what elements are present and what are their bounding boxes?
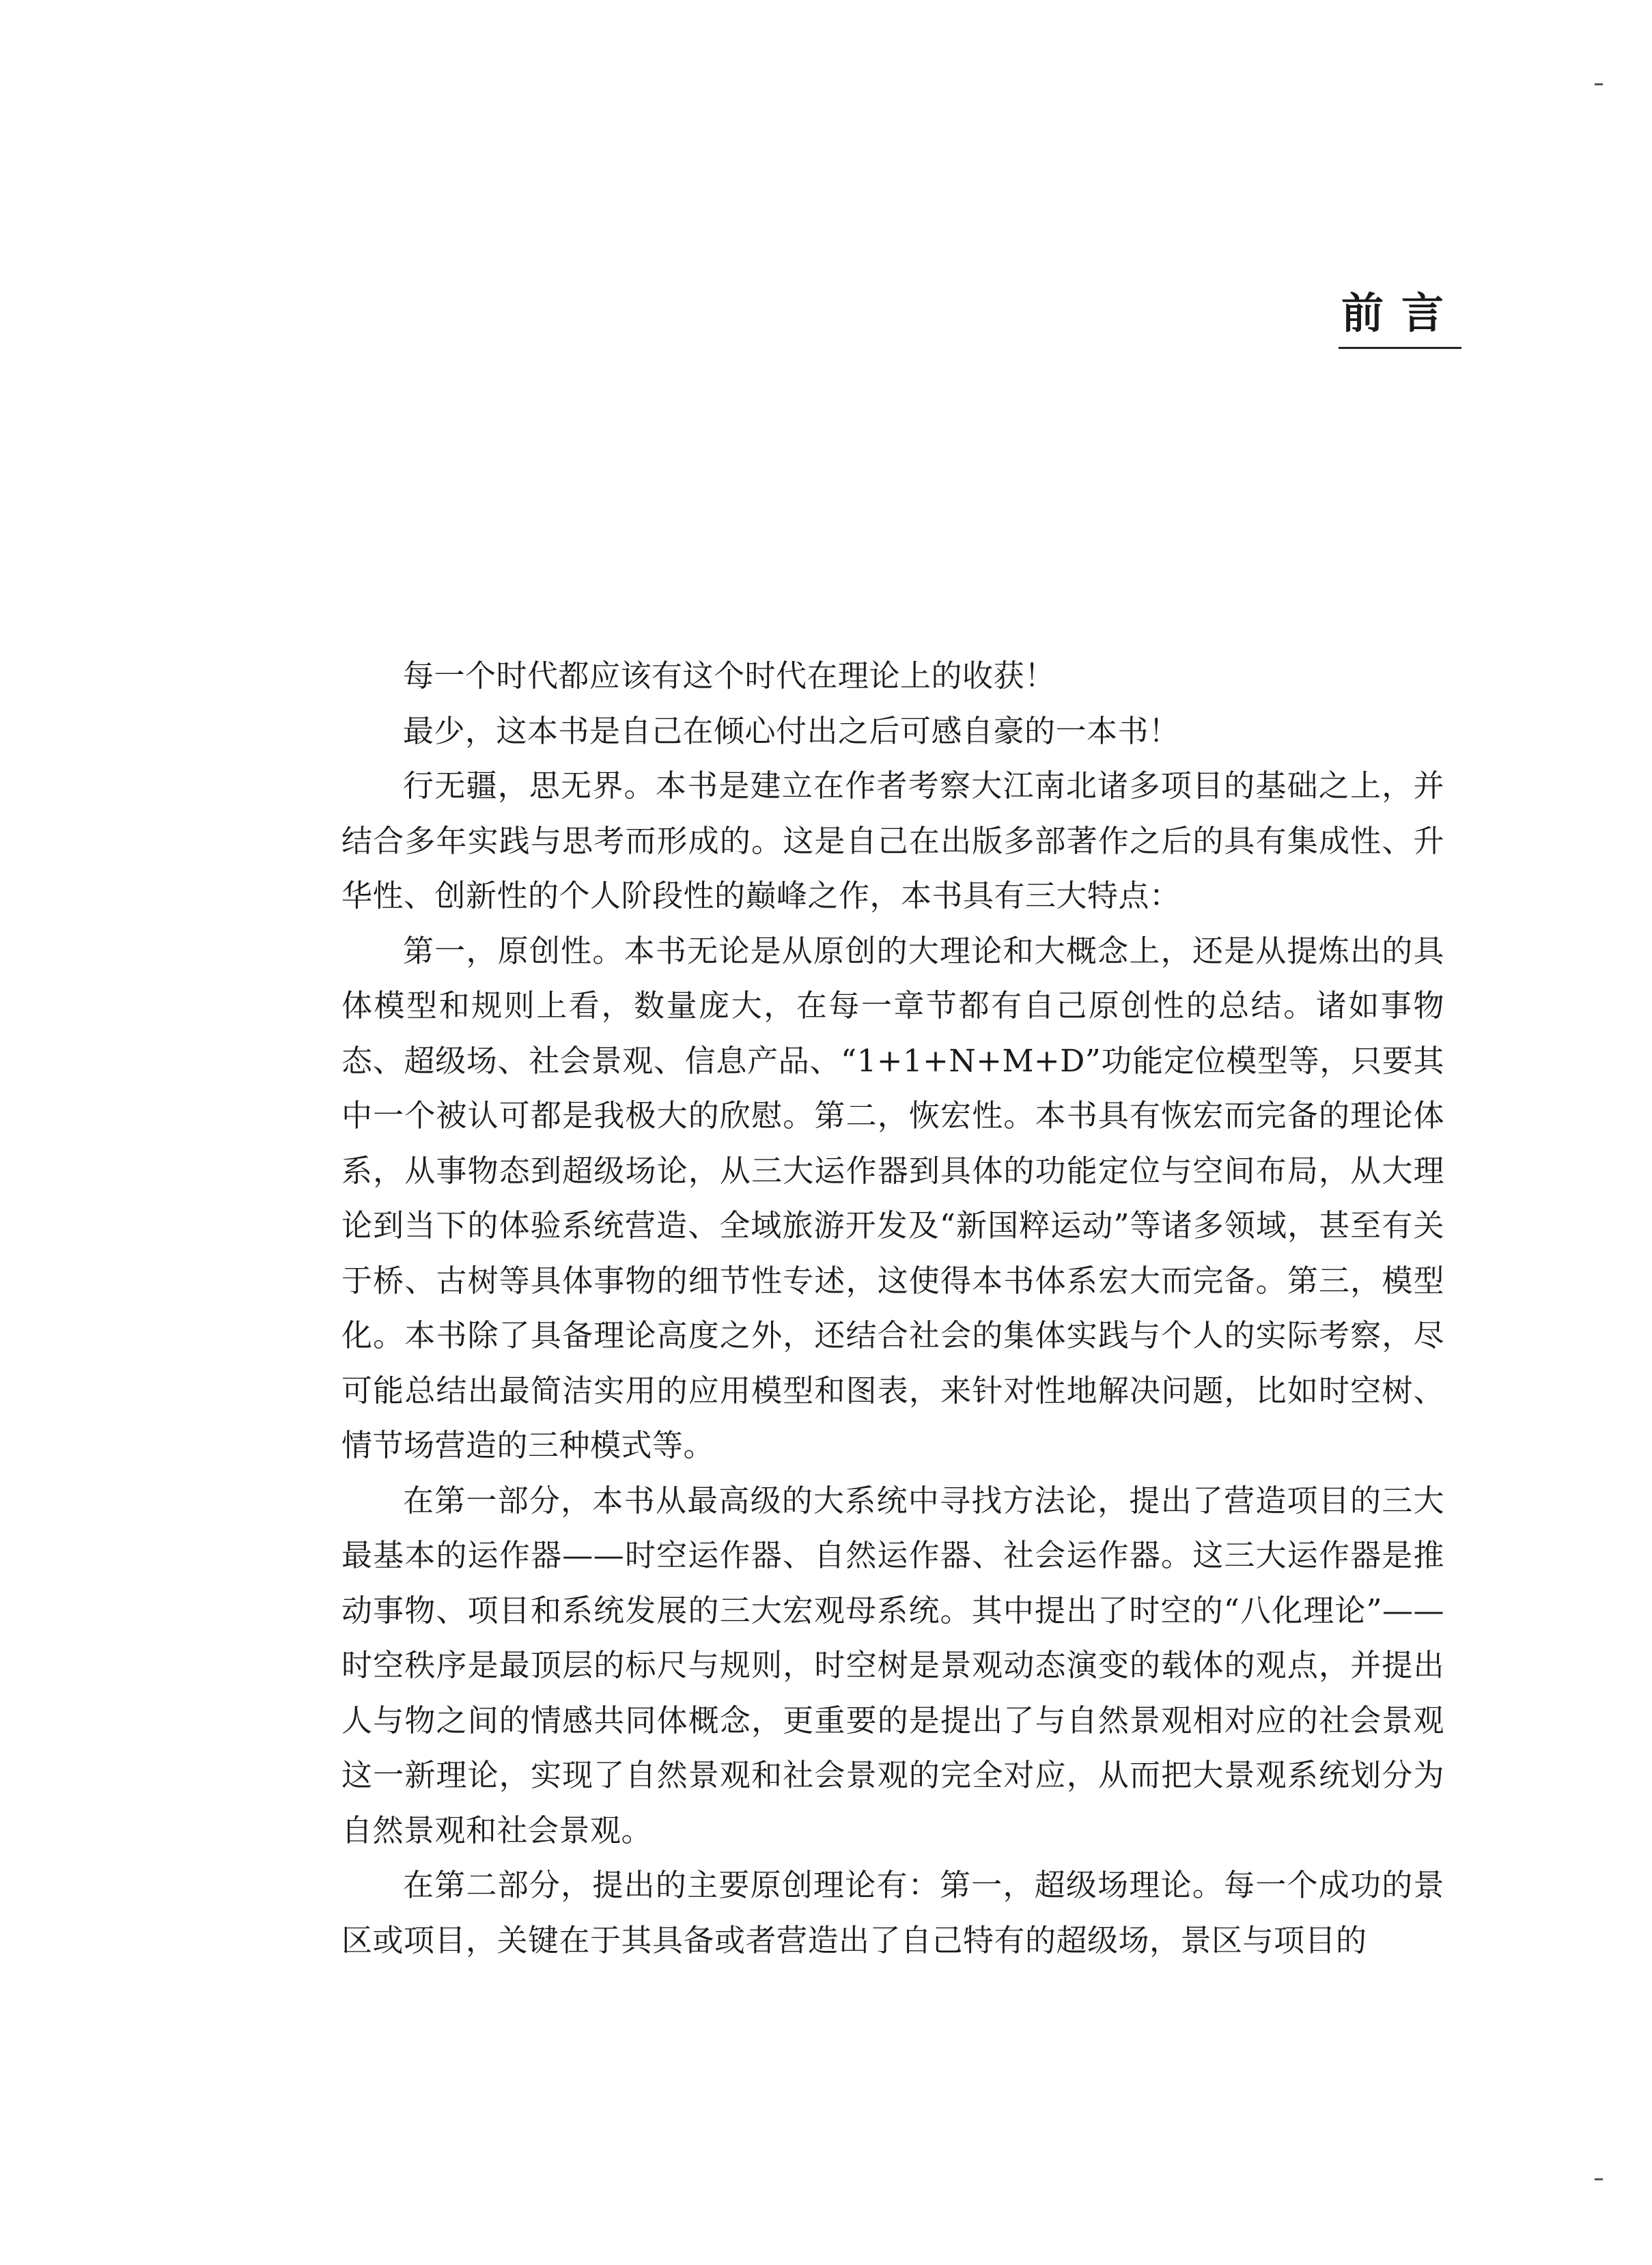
paragraph: 在第一部分，本书从最高级的大系统中寻找方法论，提出了营造项目的三大最基本的运作器——时空运作器、自然运作器、社会运作器。这三大运作器是推动事物、项目和系统发展的三大宏观母系统。其中提出了时空的“八化理论”——时空秩序是最顶层的标尺与规则，时空树是景观动态演变的载体的观点，并提出人与物之间的情感共同体概念，更重要的是提出了与自然景观相对应的社会景观这一新理论，实现了自然景观和社会景观的完全对应，从而把大景观系统划分为自然景观和社会景观。: [341, 1482, 1444, 1848]
page-title: 前言: [1339, 292, 1461, 349]
paragraph: 行无疆，思无界。本书是建立在作者考察大江南北诸多项目的基础之上，并结合多年实践与思考而形成的。这是自己在出版多部著作之后的具有集成性、升华性、创新性的个人阶段性的巅峰之作，本书具有三大特点：: [341, 768, 1444, 914]
heading-container: [1339, 288, 1461, 349]
crop-mark-bottom: [1595, 2178, 1603, 2180]
paragraph: 在第二部分，提出的主要原创理论有：第一，超级场理论。每一个成功的景区或项目，关键在于其具备或者营造出了自己特有的超级场，景区与项目的: [341, 1867, 1444, 1958]
paragraph: 第一，原创性。本书无论是从原创的大理论和大概念上，还是从提炼出的具体模型和规则上看，数量庞大，在每一章节都有自己原创性的总结。诸如事物态、超级场、社会景观、信息产品、“1+1+N+M+D”功能定位模型等，只要其中一个被认可都是我极大的欣慰。第二，恢宏性。本书具有恢宏而完备的理论体系，从事物态到超级场论，从三大运作器到具体的功能定位与空间布局，从大理论到当下的体验系统营造、全域旅游开发及“新国粹运动”等诸多领域，甚至有关于桥、古树等具体事物的细节性专述，这使得本书体系宏大而完备。第三，模型化。本书除了具备理论高度之外，还结合社会的集体实践与个人的实际考察，尽可能总结出最简洁实用的应用模型和图表，来针对性地解决问题，比如时空树、情节场营造的三种模式等。: [341, 932, 1444, 1463]
body-text: [341, 649, 1444, 1968]
crop-mark-top: [1595, 83, 1603, 85]
paragraph: 最少，这本书是自己在倾心付出之后可感自豪的一本书！: [403, 712, 1180, 749]
paragraph: 每一个时代都应该有这个时代在理论上的收获！: [403, 658, 1056, 694]
